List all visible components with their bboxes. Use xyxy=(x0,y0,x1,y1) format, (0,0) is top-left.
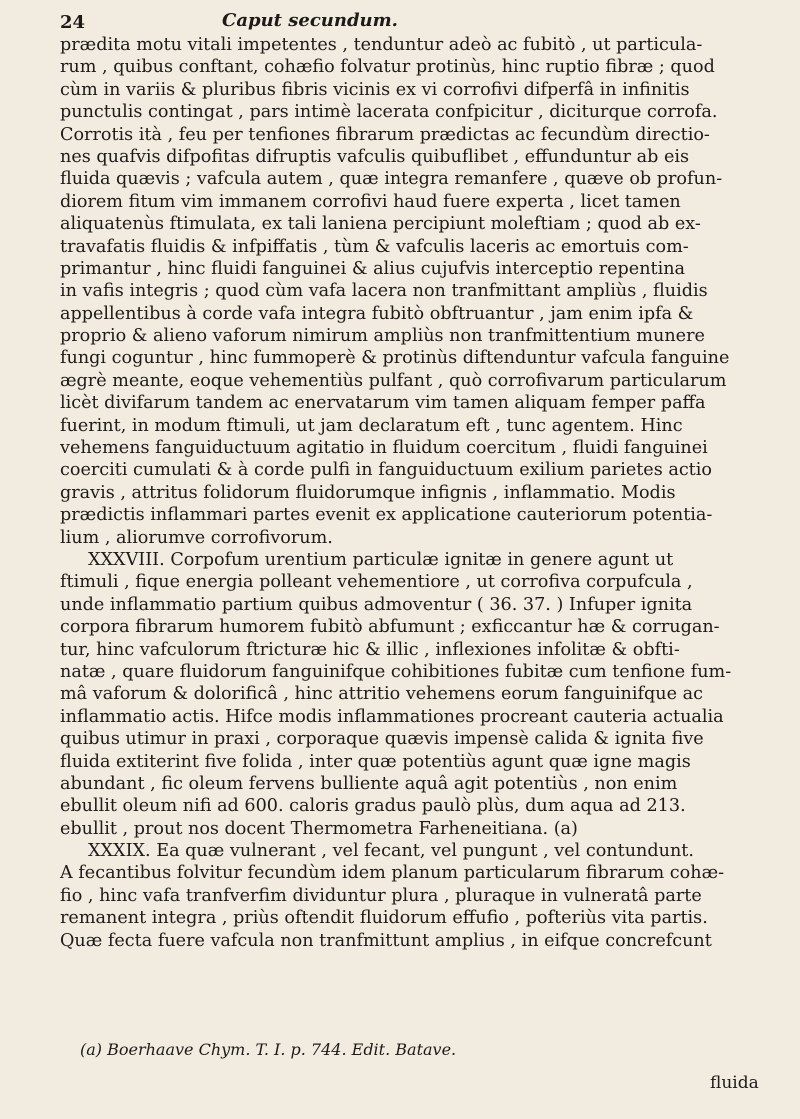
text-line: nes quafvis difpofitas difruptis vafculis quibuflibet , effunduntur ab eis xyxy=(60,146,690,167)
text-line: travafatis fluidis & infpiffatis , tùm & vafculis laceris ac emortuis com- xyxy=(60,236,689,257)
text-line: fungi coguntur , hinc fummoperè & protinùs diftenduntur vafcula fanguine xyxy=(60,348,730,369)
text-line: vehemens fanguiductuum agitatio in fluidum coercitum , fluidi fanguinei xyxy=(60,438,708,459)
catchword: fluida xyxy=(710,1073,759,1093)
text-line: lium , aliorumve corrofivorum. xyxy=(60,527,333,548)
text-line: proprio & alieno vaforum nimirum ampliùs non tranfmittentium munere xyxy=(60,326,705,347)
text-line: corpora fibrarum humorem fubitò abfumunt ; exficcantur hæ & corrugan- xyxy=(60,617,720,638)
text-line: rum , quibus conftant, cohæfio folvatur protinùs, hinc ruptio fibræ ; quod xyxy=(60,57,715,78)
text-line: primantur , hinc fluidi fanguinei & alius cujufvis interceptio repentina xyxy=(60,258,686,279)
section-heading-line: XXXVIII. Corpofum urentium particulæ ignitæ in genere agunt ut xyxy=(88,549,674,570)
text-line: fluida quævis ; vafcula autem , quæ integra remanfere , quæve ob profun- xyxy=(60,169,723,190)
text-line: ebullit oleum nifi ad 600. caloris gradus paulò plùs, dum aqua ad 213. xyxy=(60,796,686,817)
text-line: diorem fitum vim immanem corrofivi haud fuere experta , licet tamen xyxy=(60,191,681,212)
text-line: Corrotis ità , feu per tenfiones fibrarum prædictas ac fecundùm directio- xyxy=(60,124,710,145)
text-line: Quæ fecta fuere vafcula non tranfmittunt amplius , in eifque concrefcunt xyxy=(60,930,712,951)
text-line: ftimuli , fique energia polleant vehementiore , ut corrofiva corpufcula , xyxy=(60,572,693,593)
body-text xyxy=(60,34,760,952)
text-line: licèt divifarum tandem ac enervatarum vim tamen aliquam femper paffa xyxy=(60,393,706,414)
running-head: Caput secundum. xyxy=(222,10,398,31)
text-line: A fecantibus folvitur fecundùm idem planum particularum fibrarum cohæ- xyxy=(60,863,725,884)
text-line: fio , hinc vafa tranfverfim dividuntur plura , pluraque in vulneratâ parte xyxy=(60,885,702,906)
text-line: in vafis integris ; quod cùm vafa lacera non tranfmittant ampliùs , fluidis xyxy=(60,281,708,302)
text-line: ægrè meante, eoque vehementiùs pulfant , quò corrofivarum particularum xyxy=(60,370,727,391)
text-line: remanent integra , priùs oftendit fluidorum effufio , pofteriùs vita partis. xyxy=(60,908,708,929)
text-line: appellentibus à corde vafa integra fubitò obftruantur , jam enim ipfa & xyxy=(60,303,694,324)
text-line: fluida extiterint five folida , inter quæ potentiùs agunt quæ igne magis xyxy=(60,751,691,772)
section-heading-line: XXXIX. Ea quæ vulnerant , vel fecant, vel pungunt , vel contundunt. xyxy=(88,841,694,862)
text-line: prædita motu vitali impetentes , tenduntur adeò ac fubitò , ut particula- xyxy=(60,35,703,55)
text-line: prædictis inflammari partes evenit ex applicatione cauteriorum potentia- xyxy=(60,505,713,526)
text-line: aliquatenùs ftimulata, ex tali laniena percipiunt moleftiam ; quod ab ex- xyxy=(60,214,701,235)
text-line: fuerint, in modum ftimuli, ut jam declaratum eft , tunc agentem. Hinc xyxy=(60,415,683,436)
page-number: 24 xyxy=(60,12,86,33)
text-line: coerciti cumulati & à corde pulfi in fanguiductuum exilium parietes actio xyxy=(60,460,712,481)
page-header xyxy=(60,8,760,36)
text-line: natæ , quare fluidorum fanguinifque cohibitiones fubitæ cum tenfione fum- xyxy=(60,661,732,682)
text-line: mâ vaforum & dolorificâ , hinc attritio vehemens eorum fanguinifque ac xyxy=(60,684,703,705)
text-line: quibus utimur in praxi , corporaque quævis impensè calida & ignita five xyxy=(60,729,704,750)
text-line: unde inflammatio partium quibus admoventur ( 36. 37. ) Infuper ignita xyxy=(60,594,693,615)
footnote: (a) Boerhaave Chym. T. I. p. 744. Edit. Batave. xyxy=(80,1040,457,1059)
text-line: punctulis contingat , pars intimè lacerata confpicitur , diciturque corrofa. xyxy=(60,102,718,123)
text-line: cùm in variis & pluribus fibris vicinis ex vi corrofivi difperfâ in infinitis xyxy=(60,79,690,100)
text-line: abundant , fic oleum fervens bulliente aquâ agit potentiùs , non enim xyxy=(60,773,678,794)
text-line: inflammatio actis. Hifce modis inflammationes procreant cauteria actualia xyxy=(60,706,724,727)
text-line: ebullit , prout nos docent Thermometra Farheneitiana. (a) xyxy=(60,818,578,839)
text-line: tur, hinc vafculorum ftricturæ hic & illic , inflexiones infolitæ & obfti- xyxy=(60,639,680,660)
text-line: gravis , attritus folidorum fluidorumque infignis , inflammatio. Modis xyxy=(60,482,676,503)
